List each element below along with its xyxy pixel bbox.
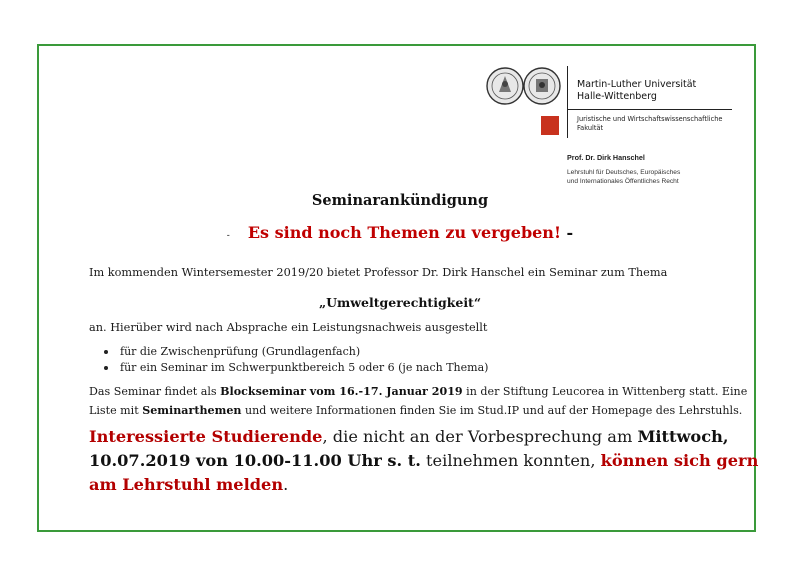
professor-name: Prof. Dr. Dirk Hanschel [567, 153, 645, 162]
callout-text: teilnehmen konnten, [420, 451, 601, 470]
details-text: Das Seminar findet als [89, 385, 221, 398]
chair-name [567, 168, 737, 186]
credit-list [104, 344, 488, 376]
tagline-dash-left: - [226, 231, 230, 241]
list-item: für ein Seminar im Schwerpunktbereich 5 oder 6 (je nach Thema) [104, 360, 488, 376]
university-seals-logo [486, 66, 562, 106]
callout-paragraph [89, 425, 761, 497]
chair-line1: Lehrstuhl für Deutsches, Europäisches [567, 169, 681, 176]
tagline [0, 223, 800, 242]
callout-action: können sich gern am Lehrstuhl melden [89, 451, 759, 494]
details-paragraph [89, 382, 761, 420]
faculty-line1: Juristische und Wirtschaftswissenschaftliche [577, 115, 723, 123]
university-name-line1: Martin-Luther Universität [577, 79, 697, 90]
callout-audience: Interessierte Studierende [89, 427, 323, 446]
letterhead-vertical-rule [567, 66, 568, 138]
chair-line2: und Internationales Öffentliches Recht [567, 178, 679, 185]
seminar-topics-label: Seminarthemen [142, 404, 242, 417]
university-name-line2: Halle-Wittenberg [577, 91, 657, 102]
callout-date: Mittwoch, 10.07.2019 von 10.00-11.00 Uhr s. t. [89, 427, 729, 470]
university-name [577, 79, 696, 103]
faculty-name [577, 115, 737, 133]
intro-text: Im kommenden Wintersemester 2019/20 bietet Professor Dr. Dirk Hanschel ein Seminar zum Thema [89, 266, 668, 279]
letterhead-horizontal-rule [567, 109, 732, 110]
page-title: Seminarankündigung [311, 192, 489, 209]
details-text: in der Stiftung Leucorea in Wittenberg statt. Eine Liste mit [89, 385, 748, 417]
details-text: und weitere Informationen finden Sie im Stud.IP und auf der Homepage des Lehrstuhls. [241, 404, 743, 417]
tagline-text: Es sind noch Themen zu vergeben! [247, 223, 561, 242]
tagline-dash-right: - [566, 223, 574, 242]
callout-text: . [283, 475, 289, 494]
credit-text: an. Hierüber wird nach Absprache ein Leistungsnachweis ausgestellt [89, 321, 488, 334]
block-seminar-dates: Blockseminar vom 16.-17. Januar 2019 [220, 385, 463, 398]
faculty-color-square [541, 116, 559, 135]
list-item: für die Zwischenprüfung (Grundlagenfach) [104, 344, 488, 360]
seminar-topic: „Umweltgerechtigkeit“ [318, 295, 482, 310]
callout-text: , die nicht an der Vorbesprechung am [322, 427, 638, 446]
faculty-line2: Fakultät [577, 124, 604, 132]
